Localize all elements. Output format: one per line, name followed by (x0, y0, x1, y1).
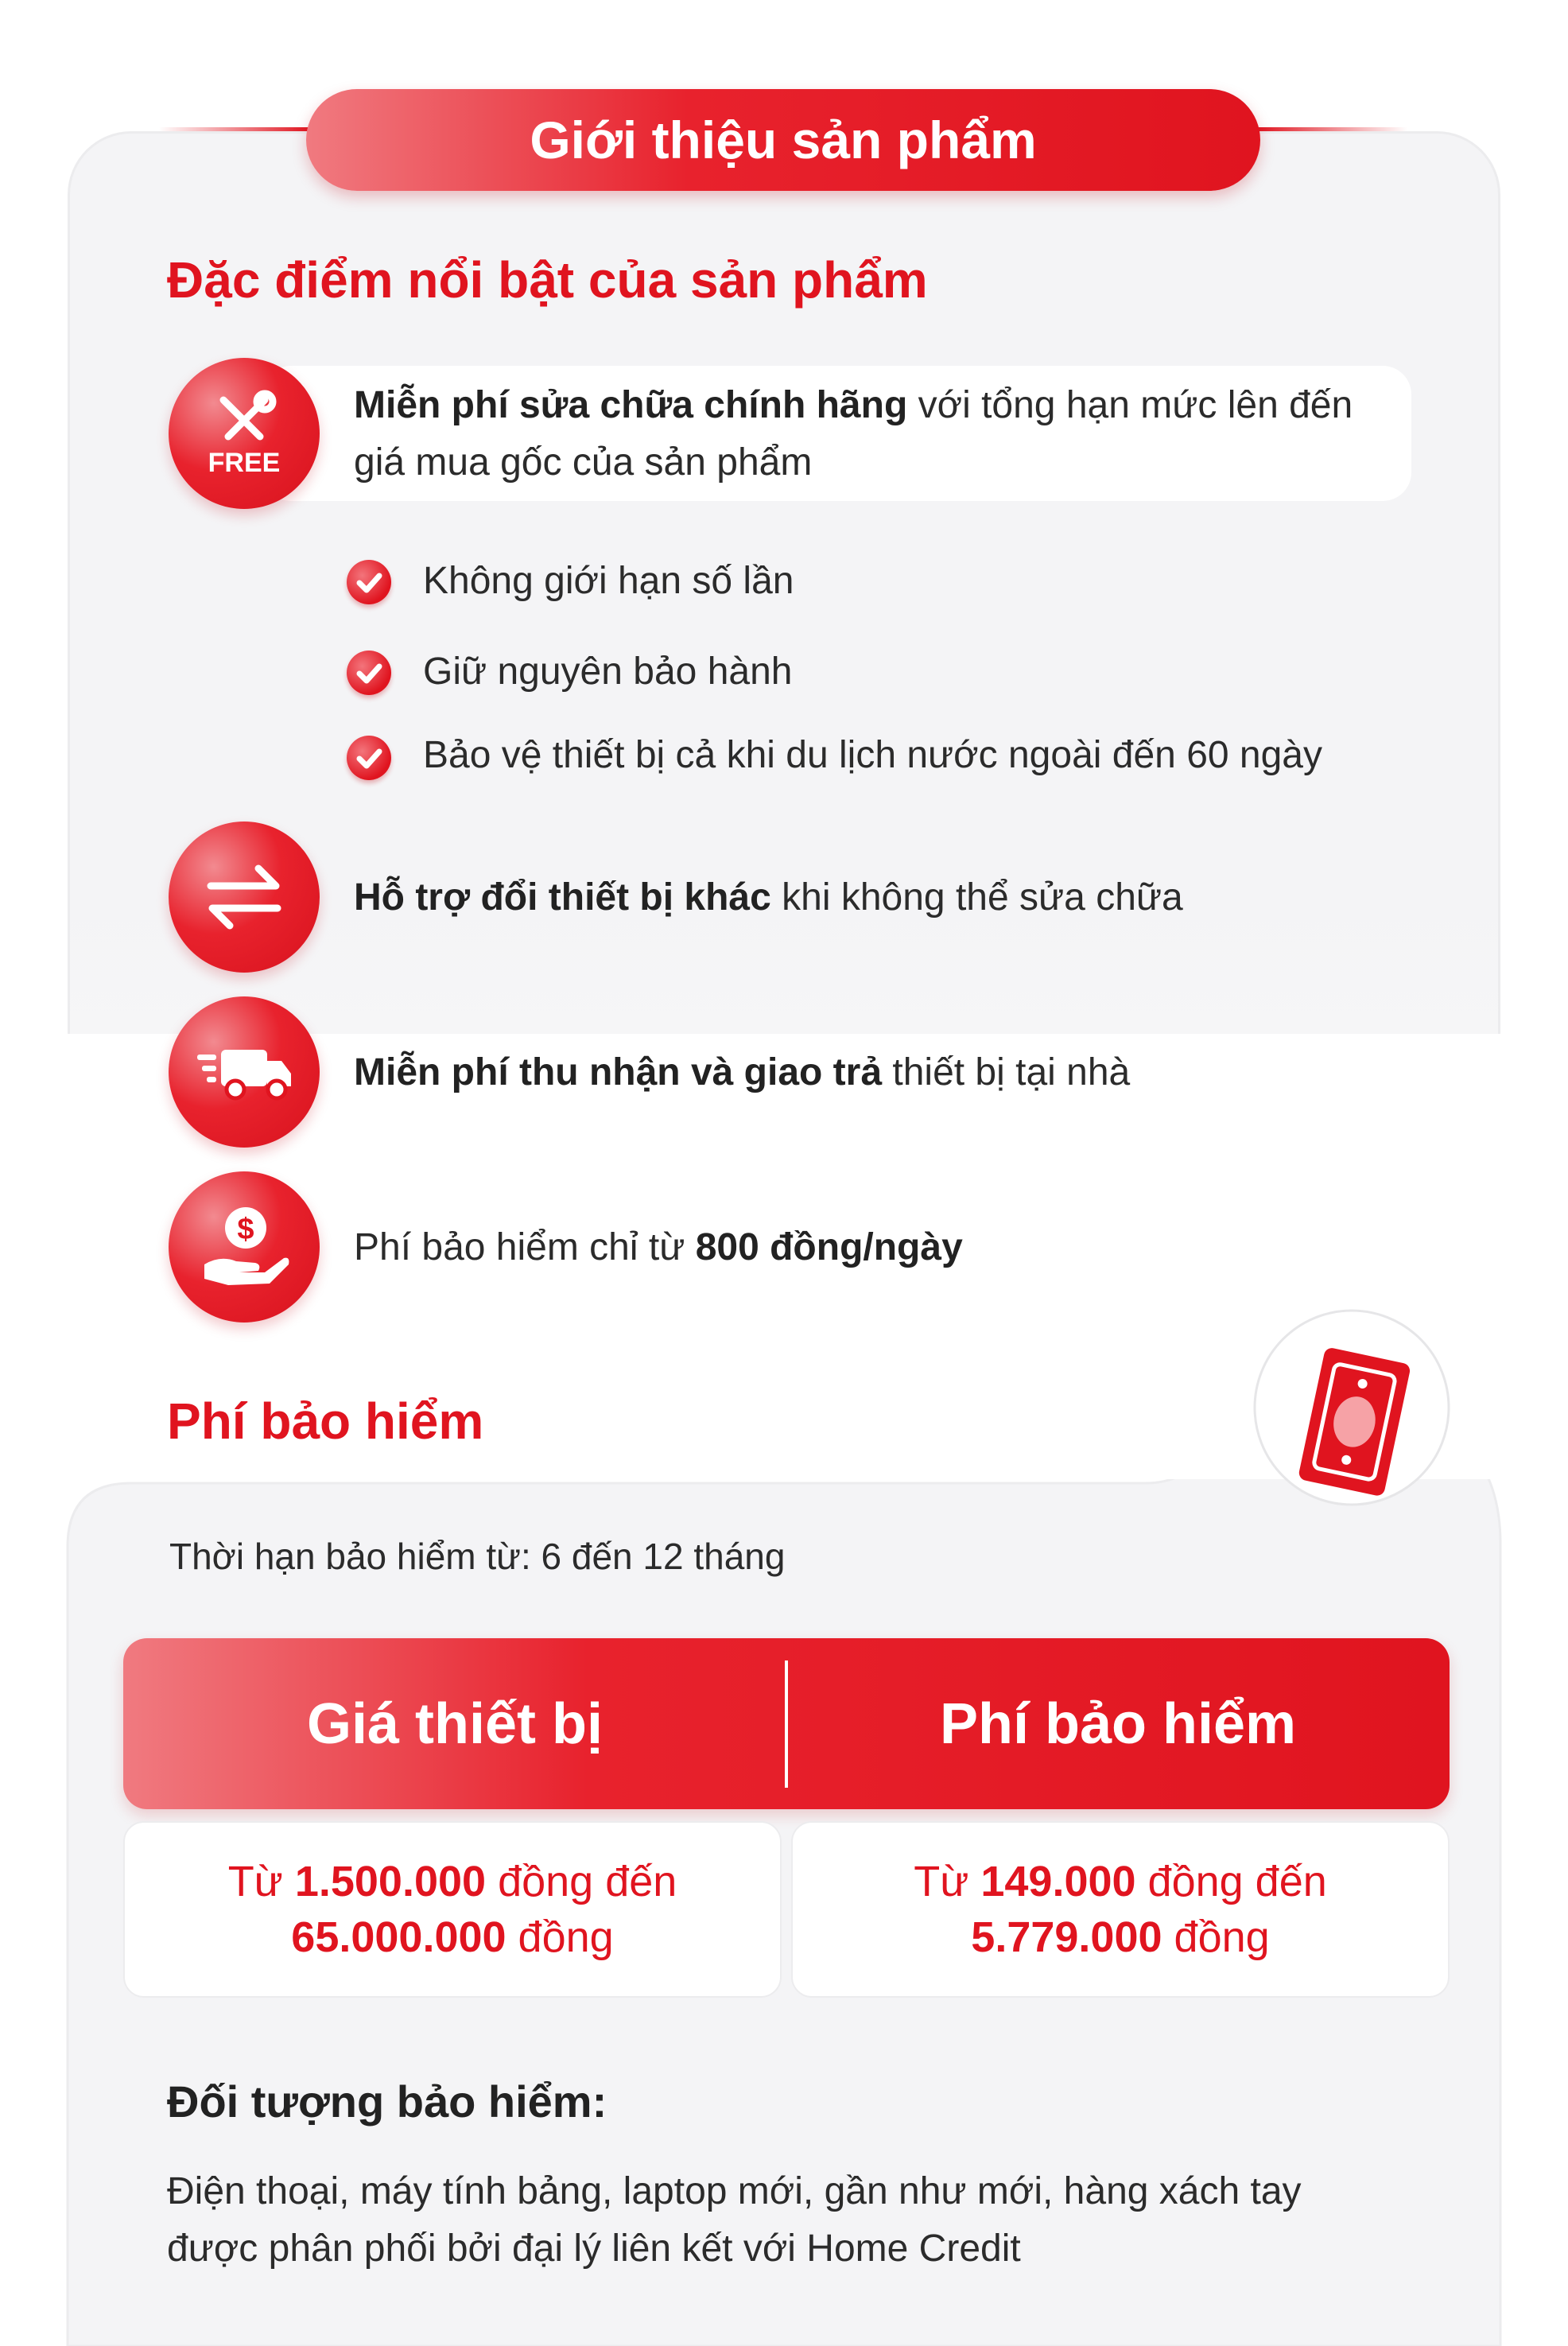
fee-heading: Phí bảo hiểm (167, 1392, 484, 1450)
subject-heading: Đối tượng bảo hiểm: (167, 2076, 607, 2127)
money-hand-icon (169, 1171, 320, 1323)
feature-price-text (354, 1219, 963, 1276)
feature-exchange-rest: khi không thể sửa chữa (770, 876, 1183, 919)
insurance-term-text: Thời hạn bảo hiểm từ: 6 đến 12 tháng (169, 1536, 786, 1577)
feature-exchange-text (354, 869, 1183, 926)
feature-repair-rest: với tổng hạn mức lên đến (907, 384, 1353, 426)
device-price-cell (123, 1821, 782, 1998)
cell-from: 1.500.000 (294, 1858, 487, 1905)
subject-description (167, 2163, 1302, 2278)
cell-to: 65.000.000 (291, 1913, 506, 1961)
premium-cell (791, 1821, 1450, 1998)
page-title-text: Giới thiệu sản phẩm (530, 111, 1037, 169)
check-icon (347, 736, 391, 780)
cell-mid: đồng đến (486, 1858, 677, 1905)
banknote-icon (1248, 1304, 1455, 1511)
feature-repair-text (354, 377, 1403, 491)
free-badge-text: FREE (208, 448, 281, 478)
swap-arrows-icon (169, 821, 320, 973)
cell-suffix: đồng (506, 1913, 614, 1961)
header-premium: Phí bảo hiểm (939, 1692, 1297, 1756)
feature-repair-line2: giá mua gốc của sản phẩm (354, 441, 813, 484)
cell-from: 149.000 (980, 1858, 1136, 1905)
feature-exchange-bold: Hỗ trợ đổi thiết bị khác (354, 876, 771, 919)
feature-delivery-text (354, 1044, 1130, 1101)
check-item-text: Giữ nguyên bảo hành (423, 651, 793, 693)
cell-prefix: Từ (914, 1858, 981, 1905)
cell-suffix: đồng (1162, 1913, 1270, 1961)
cell-to: 5.779.000 (971, 1913, 1162, 1961)
page-title (306, 89, 1260, 191)
check-item-text: Không giới hạn số lần (423, 560, 794, 602)
tools-free-icon (169, 358, 320, 509)
feature-repair-bold: Miễn phí sửa chữa chính hãng (354, 384, 908, 426)
check-item-text: Bảo vệ thiết bị cả khi du lịch nước ngoài đến 60 ngày (423, 734, 1322, 776)
features-heading: Đặc điểm nổi bật của sản phẩm (167, 251, 928, 309)
fee-table-header (123, 1638, 1450, 1809)
svg-text:$: $ (237, 1213, 254, 1246)
feature-delivery-bold: Miễn phí thu nhận và giao trả (354, 1051, 883, 1093)
check-icon (347, 651, 391, 695)
feature-price-bold: 800 đồng/ngày (695, 1226, 963, 1268)
feature-price-prefix: Phí bảo hiểm chỉ từ (354, 1226, 696, 1268)
check-icon (347, 560, 391, 604)
header-device-price: Giá thiết bị (306, 1692, 604, 1756)
cell-mid: đồng đến (1135, 1858, 1327, 1905)
delivery-truck-icon (169, 996, 320, 1148)
feature-delivery-rest: thiết bị tại nhà (882, 1051, 1131, 1093)
subject-line: được phân phối bởi đại lý liên kết với Home Credit (167, 2228, 1021, 2270)
subject-line: Điện thoại, máy tính bảng, laptop mới, gần như mới, hàng xách tay (167, 2170, 1302, 2212)
cell-prefix: Từ (227, 1858, 295, 1905)
